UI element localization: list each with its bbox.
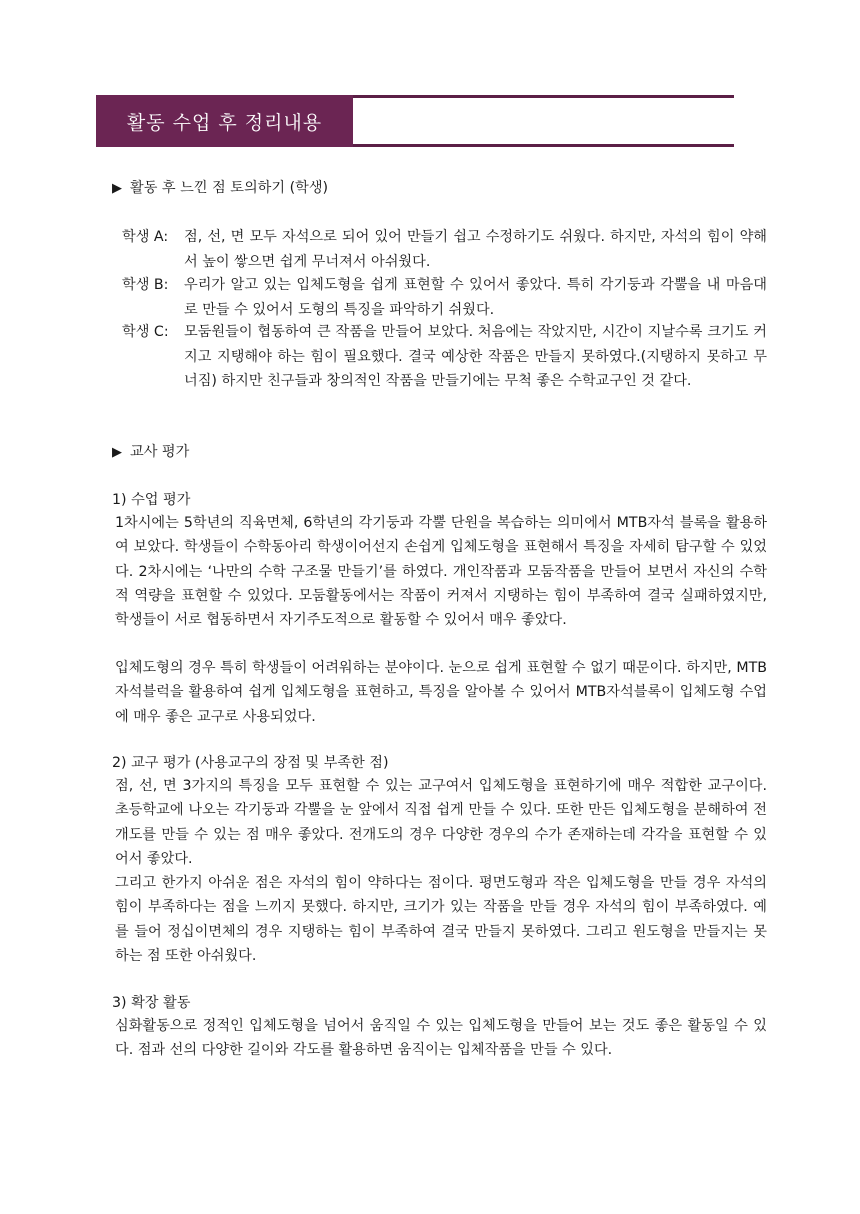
section-paragraph: 입체도형의 경우 특히 학생들이 어려워하는 분야이다. 눈으로 쉽게 표현할 수 없기 때문이다. 하지만, MTB자석블럭을 활용하여 쉽게 입체도형을 표현하고, 특징을 알아볼 수 있어서 MTB자석블록이 입체도형 수업에 매우 좋은 교구로 사용되었다.	[115, 660, 767, 725]
section-title: 1) 수업 평가	[112, 492, 191, 508]
triangle-bullet-icon: ▶	[112, 181, 122, 196]
student-comment-text: 점, 선, 면 모두 자석으로 되어 있어 만들기 쉽고 수정하기도 쉬웠다. 하지만, 자석의 힘이 약해서 높이 쌓으면 쉽게 무너져서 아쉬웠다.	[184, 229, 767, 270]
student-comment-b	[122, 273, 767, 322]
student-label: 학생 C:	[122, 324, 169, 340]
student-comment-a	[122, 225, 767, 274]
student-comment-text: 우리가 알고 있는 입체도형을 쉽게 표현할 수 있어서 좋았다. 특히 각기둥과 각뿔을 내 마음대로 만들 수 있어서 도형의 특징을 파악하기 쉬웠다.	[184, 277, 767, 318]
page-title: 활동 수업 후 정리내용	[126, 111, 323, 134]
student-label: 학생 B:	[122, 277, 169, 293]
discussion-heading-text: 활동 후 느낀 점 토의하기 (학생)	[130, 180, 329, 196]
section-paragraph: 1차시에는 5학년의 직육면체, 6학년의 각기둥과 각뿔 단원을 복습하는 의미에서 MTB자석 블록을 활용하여 보았다. 학생들이 수학동아리 학생이어선지 손쉽게 입체도형을 표현해서 특징을 자세히 탐구할 수 있었다. 2차시에는 ‘나만의 수학 구조물 만들기’를 하였다. 개인작품과 모둠작품을 만들어 보면서 자신의 수학적 역량을 표현할 수 있었다. 모둠활동에서는 작품이 커져서 지탱하는 힘이 부족하여 결국 실패하였지만, 학생들이 서로 협동하면서 자기주도적으로 활동할 수 있어서 매우 좋았다.	[115, 515, 767, 629]
section-paragraph: 그리고 한가지 아쉬운 점은 자석의 힘이 약하다는 점이다. 평면도형과 작은 입체도형을 만들 경우 자석의 힘이 부족하다는 점을 느끼지 못했다. 하지만, 크기가 있는 작품을 만들 경우 자석의 힘이 부족하였다. 예를 들어 정십이면체의 경우 지탱하는 힘이 부족하여 결국 만들지 못하였다. 그리고 원도형을 만들지는 못하는 점 또한 아쉬웠다.	[115, 875, 767, 964]
section-paragraph: 점, 선, 면 3가지의 특징을 모두 표현할 수 있는 교구여서 입체도형을 표현하기에 매우 적합한 교구이다. 초등학교에 나오는 각기둥과 각뿔을 눈 앞에서 직접 쉽게 만들 수 있다. 또한 만든 입체도형을 분해하여 전개도를 만들 수 있는 점 매우 좋았다. 전개도의 경우 다양한 경우의 수가 존재하는데 각각을 표현할 수 있어서 좋았다.	[115, 778, 767, 867]
teacher-heading-text: 교사 평가	[130, 444, 190, 460]
discussion-heading	[112, 178, 328, 199]
section-title: 2) 교구 평가 (사용교구의 장점 및 부족한 점)	[112, 755, 389, 771]
student-label: 학생 A:	[122, 229, 169, 245]
header-title-box	[96, 95, 353, 147]
triangle-bullet-icon: ▶	[112, 445, 122, 460]
page-header	[96, 95, 734, 147]
student-comment-c	[122, 320, 767, 394]
section-title: 3) 확장 활동	[112, 995, 191, 1011]
section-paragraph: 심화활동으로 정적인 입체도형을 넘어서 움직일 수 있는 입체도형을 만들어 보는 것도 좋은 활동일 수 있다. 점과 선의 다양한 길이와 각도를 활용하면 움직이는 입체작품을 만들 수 있다.	[115, 1018, 767, 1059]
student-comment-text: 모둠원들이 협동하여 큰 작품을 만들어 보았다. 처음에는 작았지만, 시간이 지날수록 크기도 커지고 지탱해야 하는 힘이 필요했다. 결국 예상한 작품은 만들지 못하였다.(지탱하지 못하고 무너짐) 하지만 친구들과 창의적인 작품을 만들기에는 무척 좋은 수학교구인 것 같다.	[184, 324, 767, 389]
teacher-heading	[112, 442, 189, 463]
